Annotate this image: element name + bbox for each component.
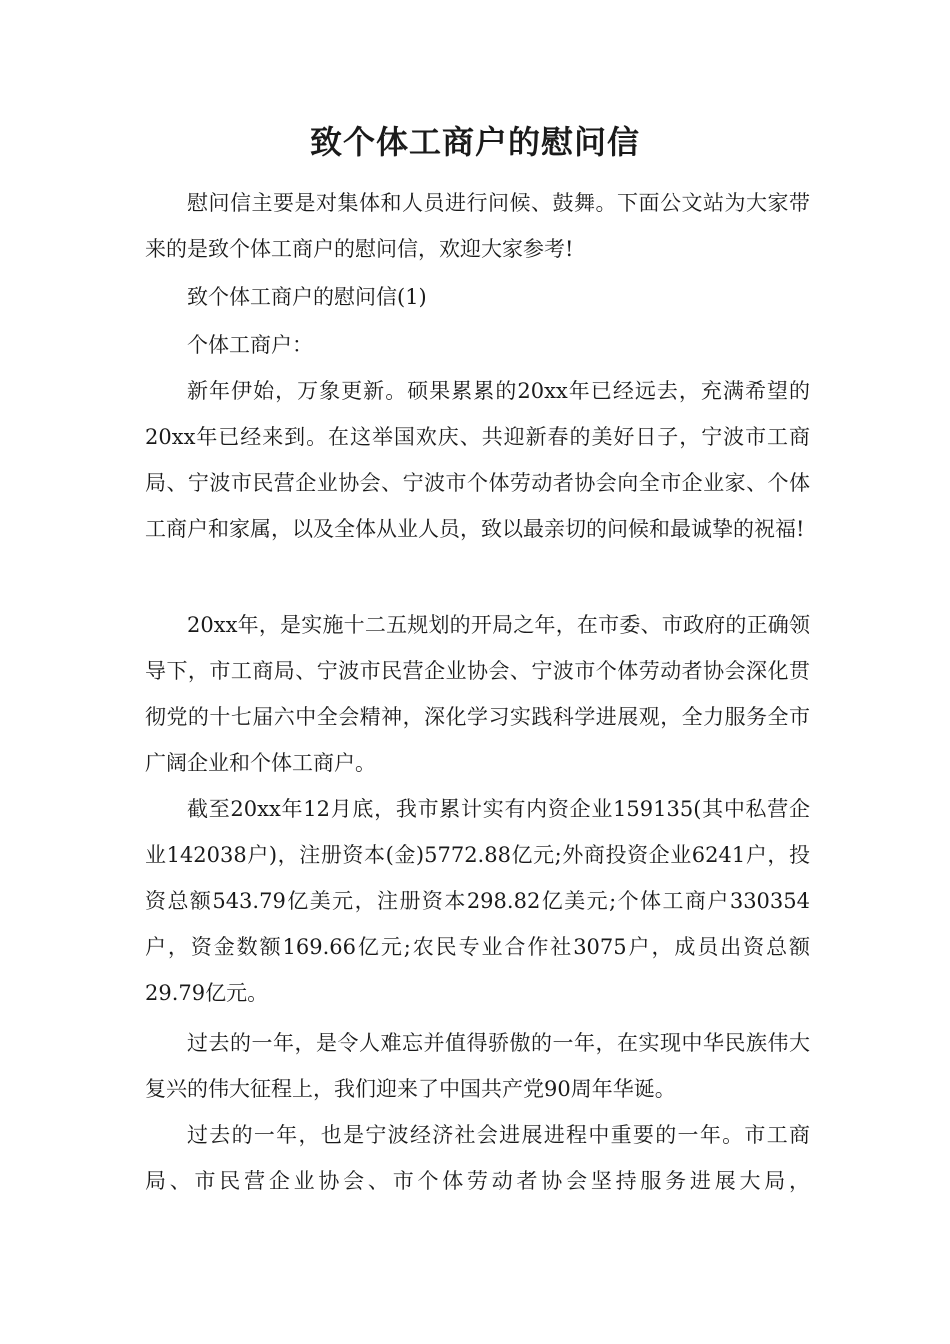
paragraph-letter-heading: 致个体工商户的慰问信(1): [187, 285, 427, 309]
paragraph-salutation: 个体工商户：: [187, 333, 313, 357]
paragraph-intro: 慰问信主要是对集体和人员进行问候、鼓舞。下面公文站为大家带来的是致个体工商户的慰问信，欢迎大家参考!: [145, 191, 810, 261]
paragraph-past-year-pride: 过去的一年，是令人难忘并值得骄傲的一年，在实现中华民族伟大复兴的伟大征程上，我们迎来了中国共产党90周年华诞。: [145, 1031, 810, 1101]
paragraph-past-year-development: 过去的一年，也是宁波经济社会进展进程中重要的一年。市工商局、市民营企业协会、市个体劳动者协会坚持服务进展大局，: [145, 1123, 810, 1193]
paragraph-statistics: 截至20xx年12月底，我市累计实有内资企业159135(其中私营企业142038户)，注册资本(金)5772.88亿元;外商投资企业6241户，投资总额543.79亿美元，注册资本298.82亿美元;个体工商户330354户，资金数额169.66亿元;农民专业合作社3075户，成员出资总额29.79亿元。: [145, 797, 810, 1005]
paragraph-new-year: 新年伊始，万象更新。硕果累累的20xx年已经远去，充满希望的20xx年已经来到。在这举国欢庆、共迎新春的美好日子，宁波市工商局、宁波市民营企业协会、宁波市个体劳动者协会向全市企业家、个体工商户和家属，以及全体从业人员，致以最亲切的问候和最诚挚的祝福!: [145, 379, 810, 541]
paragraph-five-year-plan: 20xx年，是实施十二五规划的开局之年，在市委、市政府的正确领导下，市工商局、宁波市民营企业协会、宁波市个体劳动者协会深化贯彻党的十七届六中全会精神，深化学习实践科学进展观，全力服务全市广阔企业和个体工商户。: [145, 613, 810, 775]
document-title: 致个体工商户的慰问信: [309, 123, 640, 161]
